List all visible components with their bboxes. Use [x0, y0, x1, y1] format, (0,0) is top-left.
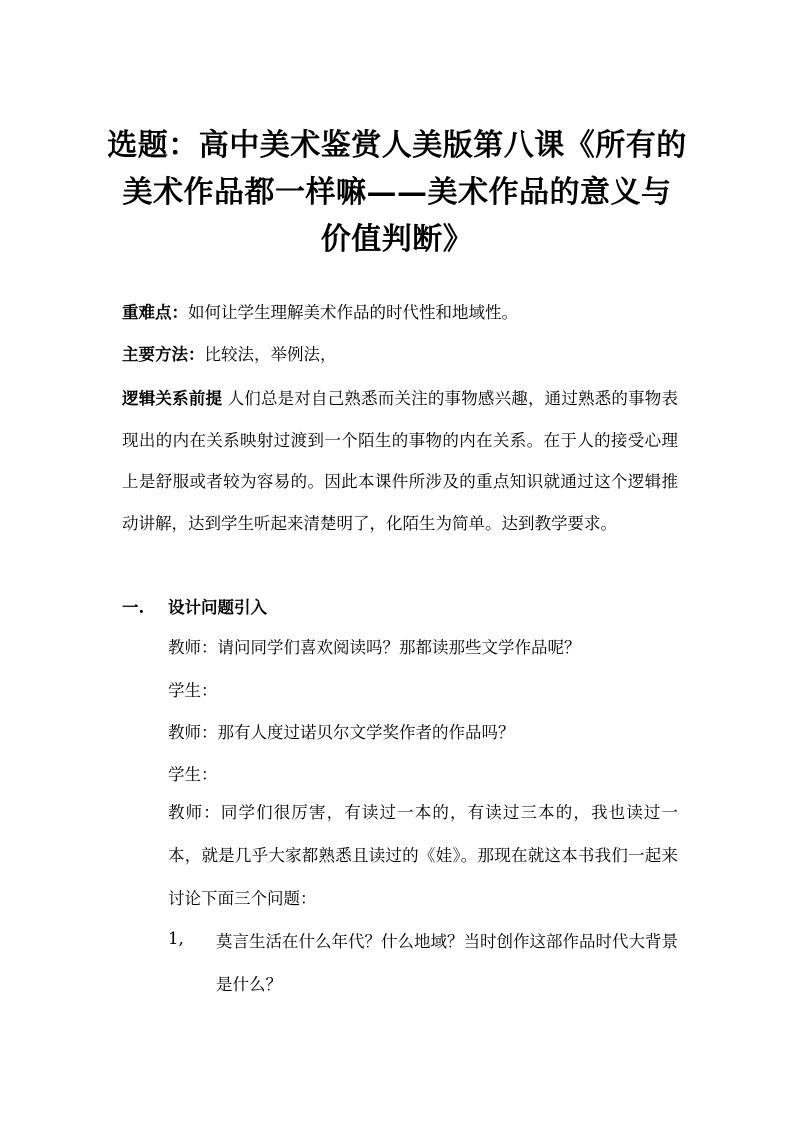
- title-line-1: 选题：高中美术鉴赏人美版第八课《所有的: [107, 128, 687, 163]
- dialogue-line: 学生：: [168, 765, 218, 784]
- logic-paragraph: [122, 378, 678, 544]
- dialogue-line: 教师：那有人度过诺贝尔文学奖作者的作品吗？: [168, 723, 515, 742]
- key-points-paragraph: [122, 294, 678, 331]
- title-line-2: 美术作品都一样嘛——美术作品的意义与: [122, 175, 672, 210]
- dialogue-line: 学生：: [168, 681, 218, 700]
- logic-label: 逻辑关系前提: [122, 389, 223, 408]
- logic-text: 人们总是对自己熟悉而关注的事物感兴趣，通过熟悉的事物表现出的内在关系映射过渡到一个陌生的事物的内在关系。在于人的接受心理上是舒服或者较为容易的。因此本课件所涉及的重点知识就通过这个逻辑推动讲解，达到学生听起来清楚明了，化陌生为简单。达到教学要求。: [122, 389, 678, 533]
- document-title: [100, 122, 694, 263]
- question-number: 1,: [168, 929, 184, 948]
- key-points-label: 重难点：: [122, 303, 188, 322]
- key-points-text: 如何让学生理解美术作品的时代性和地域性。: [188, 303, 518, 322]
- methods-text: 比较法，举例法，: [204, 345, 337, 364]
- question-text: 莫言生活在什么年代？什么地域？当时创作这部作品时代大背景是什么？: [216, 932, 678, 994]
- section-1-heading: 设计问题引入: [168, 598, 267, 617]
- methods-label: 主要方法：: [122, 345, 205, 364]
- dialogue-line: 教师：请问同学们喜欢阅读吗？那都读那些文学作品呢？: [168, 638, 581, 657]
- section-1-number: 一.: [122, 598, 145, 617]
- methods-paragraph: [122, 336, 678, 373]
- title-line-3: 价值判断》: [320, 222, 474, 257]
- dialogue-paragraph: 教师：同学们很厉害，有读过一本的，有读过三本的，我也读过一本，就是几乎大家都熟悉且读过的《娃》。那现在就这本书我们一起来讨论下面三个问题：: [168, 803, 678, 908]
